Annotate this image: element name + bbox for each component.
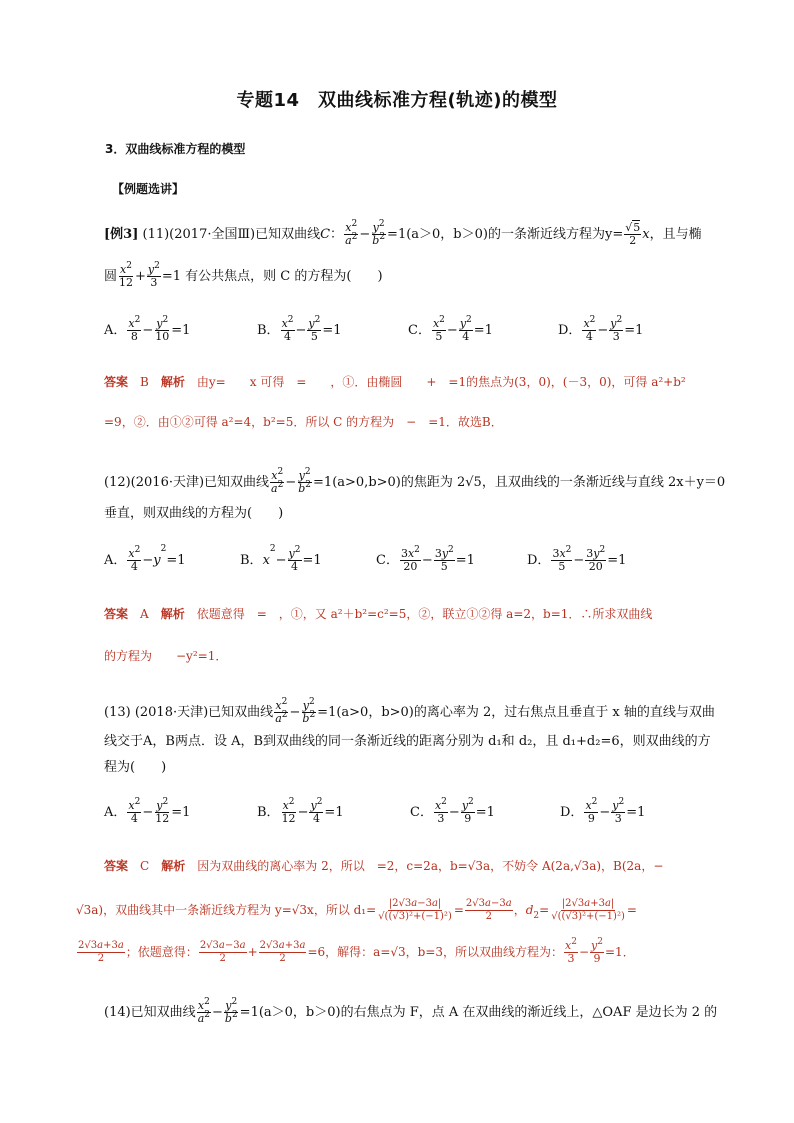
subsection-heading: 【例题选讲】 xyxy=(112,182,185,196)
choice-label: C． xyxy=(408,323,431,338)
q14-source: (14)已知双曲线 xyxy=(104,1005,196,1020)
frac: $\frac{x^2}{12}$ xyxy=(119,261,134,289)
page-title: 专题14 双曲线标准方程(轨迹)的模型 xyxy=(236,90,558,111)
q12-line2: 垂直，则双曲线的方程为( ) xyxy=(104,506,284,521)
frac: $\frac{√5}{2}$ xyxy=(625,221,641,247)
choice-label: A． xyxy=(104,323,127,338)
choice-label: D． xyxy=(527,553,551,568)
analysis-label: 解析 xyxy=(160,375,185,389)
analysis-label: 解析 xyxy=(161,859,186,873)
q11-choice-c: C． $\frac{x^2}{5}$ − $\frac{y^2}{4}$ =1 xyxy=(408,315,493,343)
q12-line1: (12)(2016·天津)已知双曲线 $\frac{x^2}{a^2}$ − $\frac{y^2}{b^2}$ =1(a>0,b>0)的焦距为 2√5，且双曲线的一条渐近线与直线 2x＋y＝0 xyxy=(104,467,726,495)
q14-line1: (14)已知双曲线 $\frac{x^2}{a^2}$ − $\frac{y^2}{b^2}$ =1(a＞0，b＞0)的右焦点为 F，点 A 在双曲线的渐近线上，△OAF 是边长为 2 的 xyxy=(104,997,718,1025)
q13-line3: 程为( ) xyxy=(104,760,167,775)
q13-line1: (13) (2018·天津)已知双曲线 $\frac{x^2}{a^2}$ − $\frac{y^2}{b^2}$ =1(a>0，b>0)的离心率为 2，过右焦点且垂直于 x 轴的直线与双曲 xyxy=(104,697,715,725)
q13-analysis-text-5: =1． xyxy=(605,945,635,959)
q14-mid: =1(a＞0，b＞0)的右焦点为 F，点 A 在双曲线的渐近线上，△OAF 是边长为 2 的 xyxy=(239,1005,718,1020)
q12-choice-d: D． $\frac{3x^2}{5}$ − $\frac{3y^2}{20}$ =1 xyxy=(527,545,627,573)
q11-choice-a: A． $\frac{x^2}{8}$ − $\frac{y^2}{10}$ =1 xyxy=(104,315,191,343)
q13-answer-line1 xyxy=(104,856,663,876)
frac: $\frac{y^2}{b^2}$ xyxy=(372,219,386,247)
choice-label: C． xyxy=(410,805,433,820)
answer-value: A xyxy=(140,607,149,621)
q11-answer-line1 xyxy=(104,372,686,392)
choice-label: D． xyxy=(558,323,582,338)
q11-mid: =1(a＞0，b＞0)的一条渐近线方程为y= xyxy=(387,227,624,242)
q11-answer-line2: =9，②．由①②可得 a²=4，b²=5．所以 C 的方程为 − =1．故选B． xyxy=(104,415,503,429)
q11-tail: ，且与椭 xyxy=(649,227,702,242)
q12-answer-line1 xyxy=(104,604,652,624)
q11-line2: 圆 $\frac{x^2}{12}$ + $\frac{y^2}{3}$ =1 有公共焦点，则 C 的方程为( ) xyxy=(104,261,383,289)
answer-label: 答案 xyxy=(104,859,129,873)
choice-label: D． xyxy=(560,805,584,820)
q12-source: (12)(2016·天津)已知双曲线 xyxy=(104,475,270,490)
answer-label: 答案 xyxy=(104,375,129,389)
q13-analysis-text-2: √3a)，双曲线其中一条渐近线方程为 y=√3x，所以 d₁= xyxy=(76,903,377,917)
choice-label: C． xyxy=(376,553,399,568)
q11-line1: [例3] (11)(2017·全国Ⅲ)已知双曲线C： $\frac{x^2}{a^2}$ − $\frac{y^2}{b^2}$ =1(a＞0，b＞0)的一条渐近线方程为y= $\frac{√5}{2}$ x，且与椭 xyxy=(104,219,702,247)
analysis-label: 解析 xyxy=(160,607,185,621)
q12-mid: =1(a>0,b>0)的焦距为 2√5，且双曲线的一条渐近线与直线 2x＋y＝0 xyxy=(313,475,726,490)
q13-source: (13) (2018·天津)已知双曲线 xyxy=(104,705,274,720)
q11-line2-start: 圆 xyxy=(104,269,118,284)
answer-value: C xyxy=(140,859,150,873)
q12-choice-a: A． $\frac{x^2}{4}$ $-y^2=1$ xyxy=(104,544,186,573)
q12-analysis-text: 依题意得 = ，①，又 a²＋b²=c²=5，②，联立①②得 a=2，b=1．∴所求双曲线 xyxy=(196,607,653,621)
q13-answer-line2: √3a)，双曲线其中一条渐近线方程为 y=√3x，所以 d₁= $\frac{|2√3a-3a|}{\text{√((√3)²+(−1)²)}}$ = $\frac{2√3a-3a}{2}$ ，$d_2=$ $\frac{|2√3a+3a|}{\text{√((√3)²+(−1)²)}}$ = xyxy=(76,898,637,922)
q13-mid: =1(a>0，b>0)的离心率为 2，过右焦点且垂直于 x 轴的直线与双曲 xyxy=(317,705,715,720)
section-heading: 3．双曲线标准方程的模型 xyxy=(105,142,246,156)
q13-answer-line3: $\frac{2√3a+3a}{2}$ ；依题意得： $\frac{2√3a-3a}{2}$ + $\frac{2√3a+3a}{2}$ =6，解得：a=√3，b=3，所以双曲线方程为： $\frac{x^2}{3}$ − $\frac{y^2}{9}$ =1． xyxy=(78,937,635,965)
example-tag: [例3] xyxy=(104,227,139,242)
q12-choice-b: B．$x^2-$ $\frac{y^2}{4}$ =1 xyxy=(240,544,322,573)
q13-analysis-text: 因为双曲线的离心率为 2，所以 =2，c=2a，b=√3a，不妨令 A(2a,√3a)，B(2a，− xyxy=(197,859,664,873)
q13-analysis-text-3: ；依题意得： xyxy=(125,945,198,959)
q11-choice-d: D． $\frac{x^2}{4}$ − $\frac{y^2}{3}$ =1 xyxy=(558,315,644,343)
q13-choice-a: A． $\frac{x^2}{4}$ − $\frac{y^2}{12}$ =1 xyxy=(104,797,191,825)
choice-label: B． xyxy=(257,805,280,820)
q11-analysis-text: 由y= x 可得 = ，①．由椭圆 + =1的焦点为(3，0)，(－3，0)，可得 a²+b² xyxy=(196,375,686,389)
q11-line2-end: =1 有公共焦点，则 C 的方程为( ) xyxy=(161,269,383,284)
q11-choice-b: B． $\frac{x^2}{4}$ − $\frac{y^2}{5}$ =1 xyxy=(257,315,342,343)
frac: $\frac{y^2}{3}$ xyxy=(147,261,160,289)
q11-source: (11)(2017·全国Ⅲ)已知双曲线 xyxy=(142,227,321,242)
choice-label: A． xyxy=(104,805,127,820)
answer-value: B xyxy=(140,375,149,389)
answer-label: 答案 xyxy=(104,607,129,621)
choice-label: A． xyxy=(104,553,127,568)
q12-choice-c: C． $\frac{3x^2}{20}$ − $\frac{3y^2}{5}$ =1 xyxy=(376,545,475,573)
q13-line2: 线交于A，B两点．设 A，B到双曲线的同一条渐近线的距离分别为 d₁和 d₂，且 d₁+d₂=6，则双曲线的方 xyxy=(104,734,711,749)
choice-label: B． xyxy=(257,323,280,338)
q13-choice-c: C． $\frac{x^2}{3}$ − $\frac{y^2}{9}$ =1 xyxy=(410,797,495,825)
frac: $\frac{x^2}{a^2}$ xyxy=(345,219,358,247)
q12-answer-line2: 的方程为 −y²=1． xyxy=(104,649,228,663)
choice-label: B． xyxy=(240,553,263,568)
q13-analysis-text-4: =6，解得：a=√3，b=3，所以双曲线方程为： xyxy=(307,945,564,959)
q13-choice-b: B． $\frac{x^2}{12}$ − $\frac{y^2}{4}$ =1 xyxy=(257,797,344,825)
q13-choice-d: D． $\frac{x^2}{9}$ − $\frac{y^2}{3}$ =1 xyxy=(560,797,646,825)
